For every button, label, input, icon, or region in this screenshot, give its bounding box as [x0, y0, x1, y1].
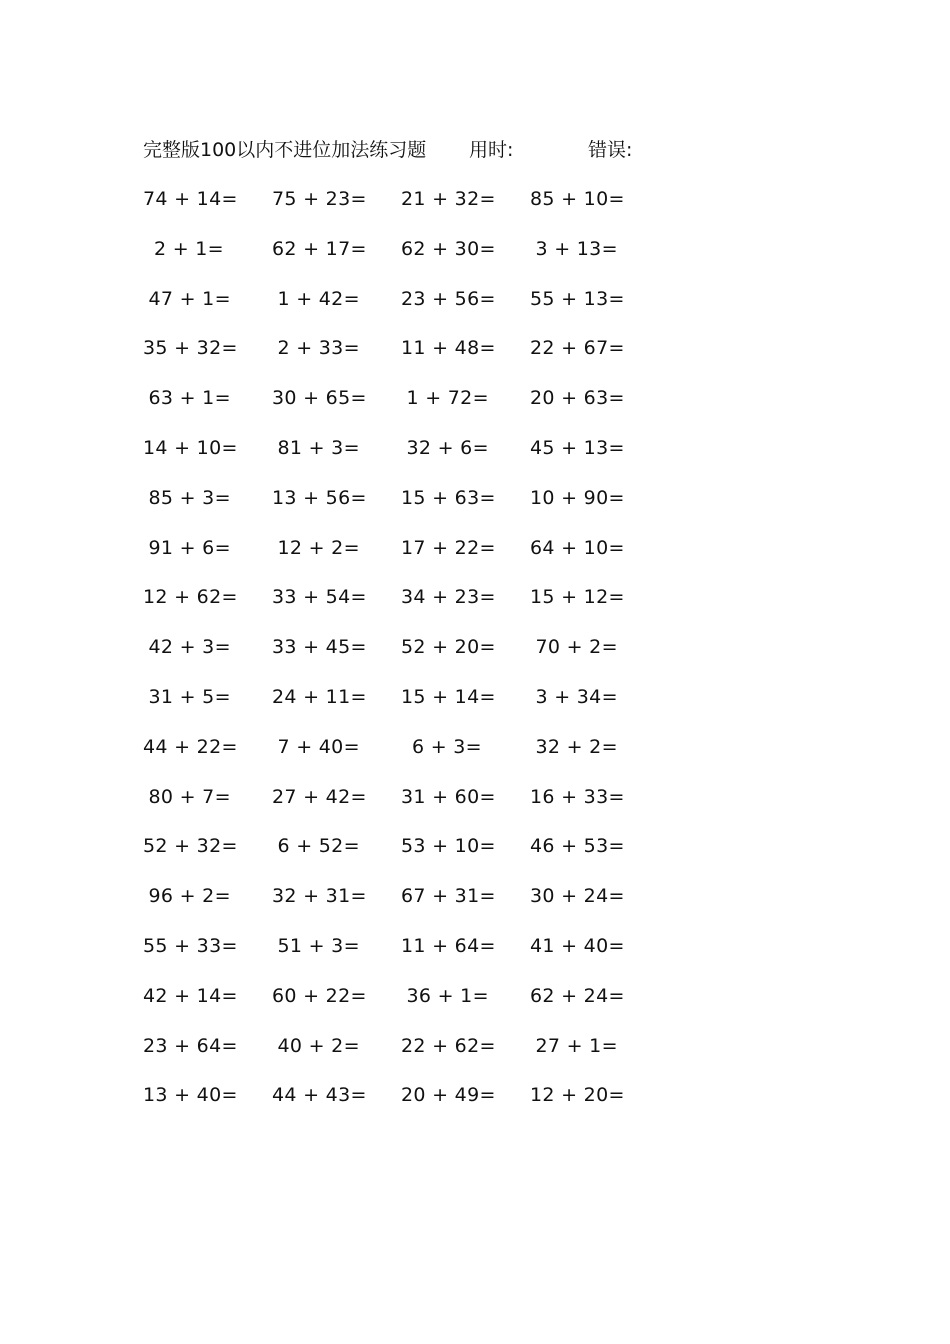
addition-problem: 3 + 34=	[535, 686, 618, 708]
addition-problem: 7 + 40=	[277, 735, 360, 758]
addition-problem: 85 + 10=	[530, 188, 625, 210]
addition-problem: 55 + 13=	[530, 287, 625, 310]
addition-problem: 55 + 33=	[143, 935, 238, 957]
addition-problem: 13 + 40=	[143, 1084, 238, 1107]
addition-problem: 51 + 3=	[277, 935, 360, 957]
addition-problem: 80 + 7=	[148, 785, 231, 808]
addition-problem: 63 + 1=	[148, 387, 231, 410]
addition-problem: 22 + 67=	[530, 337, 625, 360]
addition-problem: 32 + 31=	[272, 885, 367, 908]
addition-problem: 45 + 13=	[530, 437, 625, 459]
addition-problem: 40 + 2=	[277, 1034, 360, 1057]
addition-problem: 31 + 5=	[148, 686, 231, 708]
addition-problem: 42 + 14=	[143, 984, 238, 1007]
time-used-label: 用时:	[469, 139, 514, 161]
addition-problem: 1 + 72=	[406, 387, 489, 410]
addition-problem: 14 + 10=	[143, 437, 238, 459]
problem-row	[143, 433, 663, 463]
problem-row	[143, 981, 663, 1011]
addition-problem: 47 + 1=	[148, 287, 231, 310]
addition-problem: 6 + 3=	[412, 735, 482, 758]
problem-row	[143, 234, 663, 264]
addition-problem: 75 + 23=	[272, 188, 367, 210]
addition-problem: 85 + 3=	[148, 486, 231, 509]
addition-problem: 12 + 20=	[530, 1084, 625, 1107]
problem-row	[143, 184, 663, 214]
addition-problem: 21 + 32=	[401, 188, 496, 210]
addition-problem: 53 + 10=	[401, 835, 496, 858]
addition-problem: 27 + 1=	[535, 1034, 618, 1057]
addition-problem: 20 + 63=	[530, 387, 625, 410]
problem-row	[143, 333, 663, 363]
addition-problem: 16 + 33=	[530, 785, 625, 808]
addition-problem: 12 + 62=	[143, 586, 238, 609]
worksheet-title: 完整版100以内不进位加法练习题	[143, 139, 427, 161]
addition-problem: 13 + 56=	[272, 486, 367, 509]
addition-problem: 2 + 1=	[154, 237, 224, 260]
problem-row	[143, 632, 663, 662]
addition-problem: 44 + 22=	[143, 735, 238, 758]
problem-row	[143, 931, 663, 961]
addition-problem: 32 + 2=	[535, 735, 618, 758]
addition-problem: 32 + 6=	[406, 437, 489, 459]
addition-problem: 1 + 42=	[277, 287, 360, 310]
addition-problem: 35 + 32=	[143, 337, 238, 360]
addition-problem: 64 + 10=	[530, 536, 625, 559]
addition-problem: 52 + 32=	[143, 835, 238, 858]
addition-problem: 62 + 17=	[272, 237, 367, 260]
addition-problem: 81 + 3=	[277, 437, 360, 459]
addition-problem: 20 + 49=	[401, 1084, 496, 1107]
problem-row	[143, 831, 663, 861]
problem-row	[143, 533, 663, 563]
addition-problem: 6 + 52=	[277, 835, 360, 858]
addition-problem: 62 + 30=	[401, 237, 496, 260]
problem-row	[143, 483, 663, 513]
addition-problem: 15 + 12=	[530, 586, 625, 609]
addition-problem: 70 + 2=	[535, 636, 618, 659]
addition-problem: 2 + 33=	[277, 337, 360, 360]
addition-problem: 33 + 54=	[272, 586, 367, 609]
addition-problem: 60 + 22=	[272, 984, 367, 1007]
addition-problem: 62 + 24=	[530, 984, 625, 1007]
addition-problem: 11 + 64=	[401, 935, 496, 957]
addition-problem: 30 + 24=	[530, 885, 625, 908]
addition-problem: 46 + 53=	[530, 835, 625, 858]
addition-problem: 33 + 45=	[272, 636, 367, 659]
problem-row	[143, 582, 663, 612]
addition-problem: 3 + 13=	[535, 237, 618, 260]
addition-problem: 31 + 60=	[401, 785, 496, 808]
addition-problem: 74 + 14=	[143, 188, 238, 210]
addition-problem: 36 + 1=	[406, 984, 489, 1007]
addition-problem: 17 + 22=	[401, 536, 496, 559]
problem-row	[143, 732, 663, 762]
addition-problem: 30 + 65=	[272, 387, 367, 410]
addition-problem: 67 + 31=	[401, 885, 496, 908]
addition-problem: 44 + 43=	[272, 1084, 367, 1107]
addition-problem: 91 + 6=	[148, 536, 231, 559]
addition-problem: 15 + 14=	[401, 686, 496, 708]
problem-row	[143, 1031, 663, 1061]
problem-row	[143, 682, 663, 712]
addition-problem: 15 + 63=	[401, 486, 496, 509]
addition-problem: 24 + 11=	[272, 686, 367, 708]
problem-row	[143, 782, 663, 812]
addition-problem: 41 + 40=	[530, 935, 625, 957]
addition-problem: 11 + 48=	[401, 337, 496, 360]
problem-row	[143, 1080, 663, 1110]
addition-problem: 27 + 42=	[272, 785, 367, 808]
problem-row	[143, 881, 663, 911]
addition-problem: 12 + 2=	[277, 536, 360, 559]
addition-problem: 23 + 64=	[143, 1034, 238, 1057]
addition-problem: 34 + 23=	[401, 586, 496, 609]
addition-problem: 23 + 56=	[401, 287, 496, 310]
problem-row	[143, 284, 663, 314]
addition-problem: 22 + 62=	[401, 1034, 496, 1057]
problem-row	[143, 383, 663, 413]
addition-problem: 52 + 20=	[401, 636, 496, 659]
addition-problem: 96 + 2=	[148, 885, 231, 908]
addition-problem: 42 + 3=	[148, 636, 231, 659]
addition-problem: 10 + 90=	[530, 486, 625, 509]
errors-label: 错误:	[588, 139, 633, 161]
